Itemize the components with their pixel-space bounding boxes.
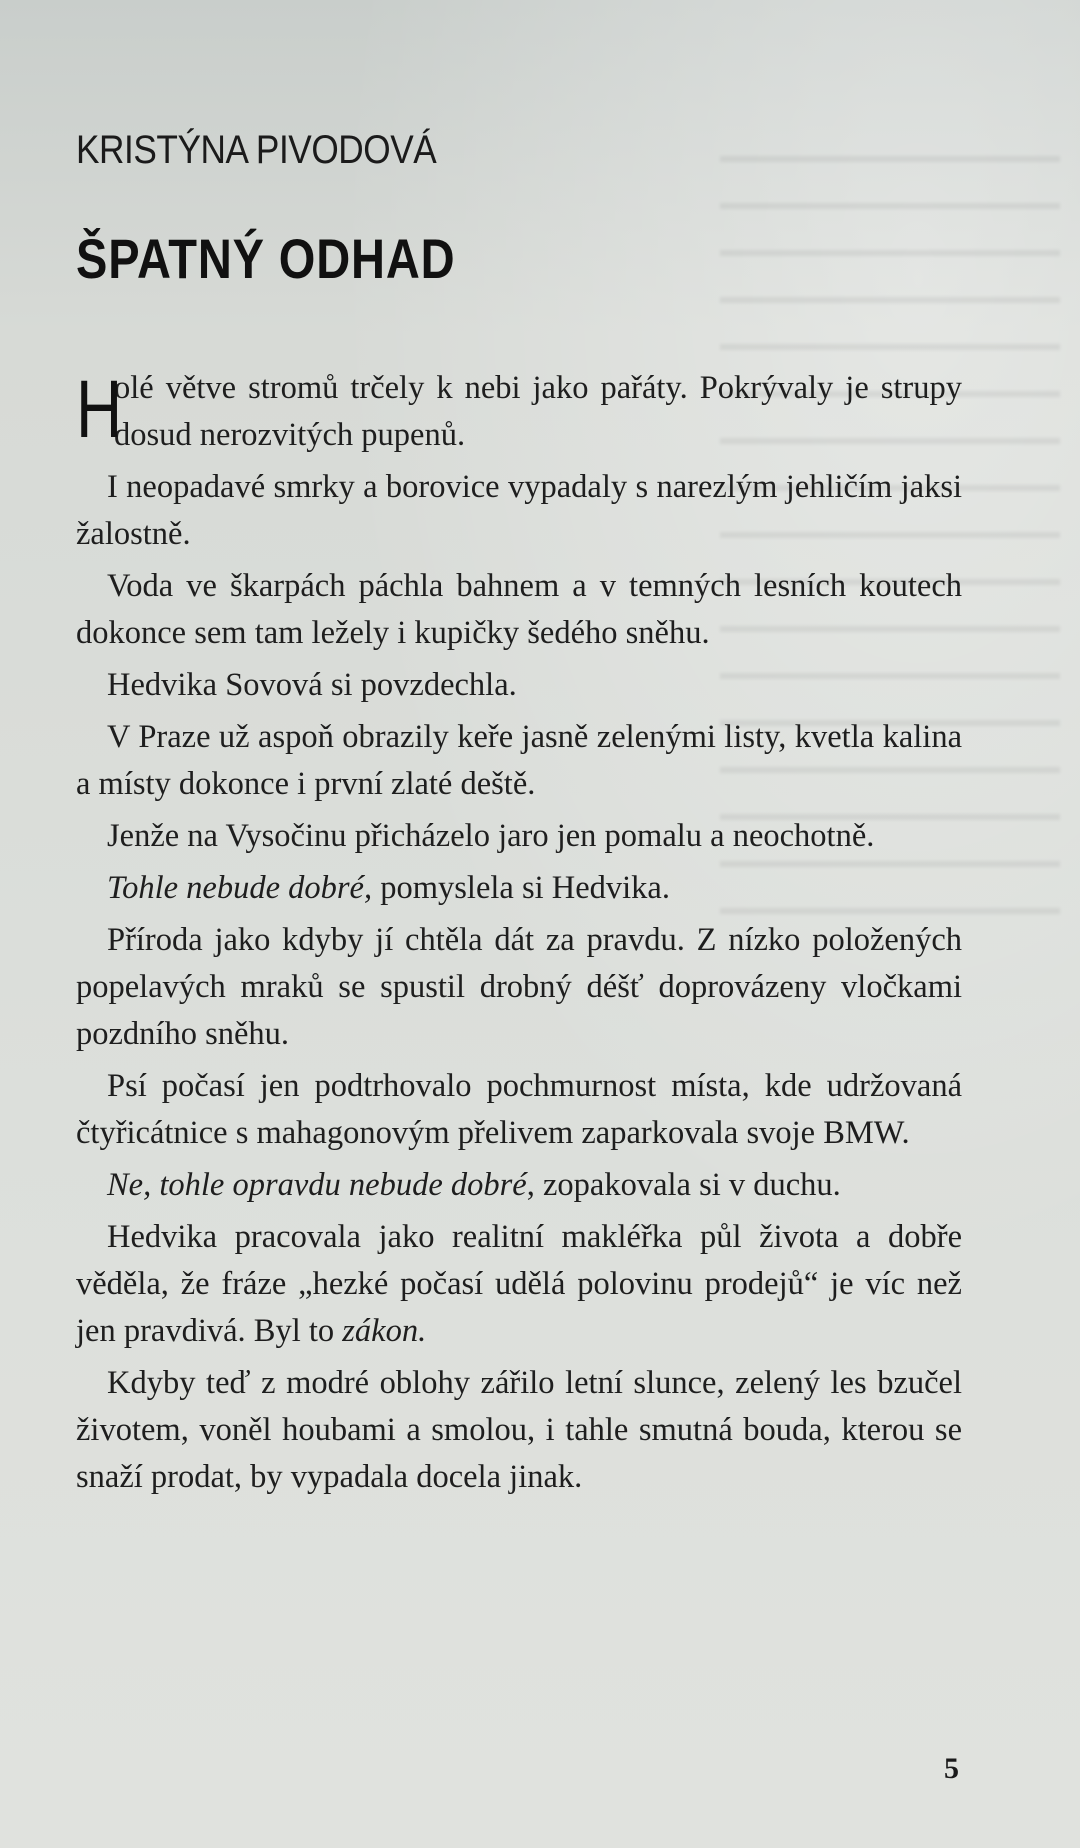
paragraph-text: pomyslela si Hedvika.: [372, 870, 670, 906]
paragraph: Hedvika Sovová si povzdechla.: [107, 667, 517, 703]
italic-text: Tohle nebude dobré,: [107, 870, 373, 906]
italic-text: zákon.: [342, 1313, 427, 1349]
page-number: 5: [944, 1752, 959, 1785]
italic-text: Ne, tohle opravdu nebude dobré: [107, 1167, 527, 1203]
paragraph: [76, 1214, 962, 1355]
story-text: [76, 365, 962, 1506]
author-name: KRISTÝNA PIVODOVÁ: [76, 128, 437, 172]
paragraph: [76, 1162, 962, 1209]
paragraph: Voda ve škarpách páchla bahnem a v temných lesních koutech dokonce sem tam ležely i kupičky šedého sněhu.: [76, 568, 962, 651]
paragraph: [76, 365, 962, 459]
paragraph: [76, 865, 962, 912]
paragraph: Psí počasí jen podtrhovalo pochmurnost místa, kde udržovaná čtyřicátnice s mahagonovým přelivem zaparkovala svoje BMW.: [76, 1068, 962, 1151]
paragraph-text: olé větve stromů trčely k nebi jako pařáty. Pokrývaly je strupy dosud nerozvitých pupenů.: [114, 370, 962, 453]
paragraph: V Praze už aspoň obrazily keře jasně zelenými listy, kvetla kalina a místy dokonce i první zlaté deště.: [76, 719, 962, 802]
paragraph: Jenže na Vysočinu přicházelo jaro jen pomalu a neochotně.: [107, 818, 875, 854]
chapter-title: ŠPATNÝ ODHAD: [76, 227, 456, 290]
paragraph-text: , zopakovala si v duchu.: [526, 1167, 841, 1203]
drop-cap: H: [76, 364, 123, 455]
paragraph: I neopadavé smrky a borovice vypadaly s narezlým jehličím jaksi žalostně.: [76, 469, 962, 552]
paragraph: Kdyby teď z modré oblohy zářilo letní slunce, zelený les bzučel životem, voněl houbami a smolou, i tahle smutná bouda, kterou se snaží prodat, by vypadala docela jinak.: [76, 1365, 962, 1495]
paragraph-text: Hedvika pracovala jako realitní makléřka půl života a dobře věděla, že fráze „hezké počasí udělá polovinu prodejů“ je víc než jen pravdivá. Byl to: [76, 1219, 962, 1349]
paragraph: Příroda jako kdyby jí chtěla dát za pravdu. Z nízko položených popelavých mraků se spustil drobný déšť doprovázeny vločkami pozdního sněhu.: [76, 922, 962, 1052]
